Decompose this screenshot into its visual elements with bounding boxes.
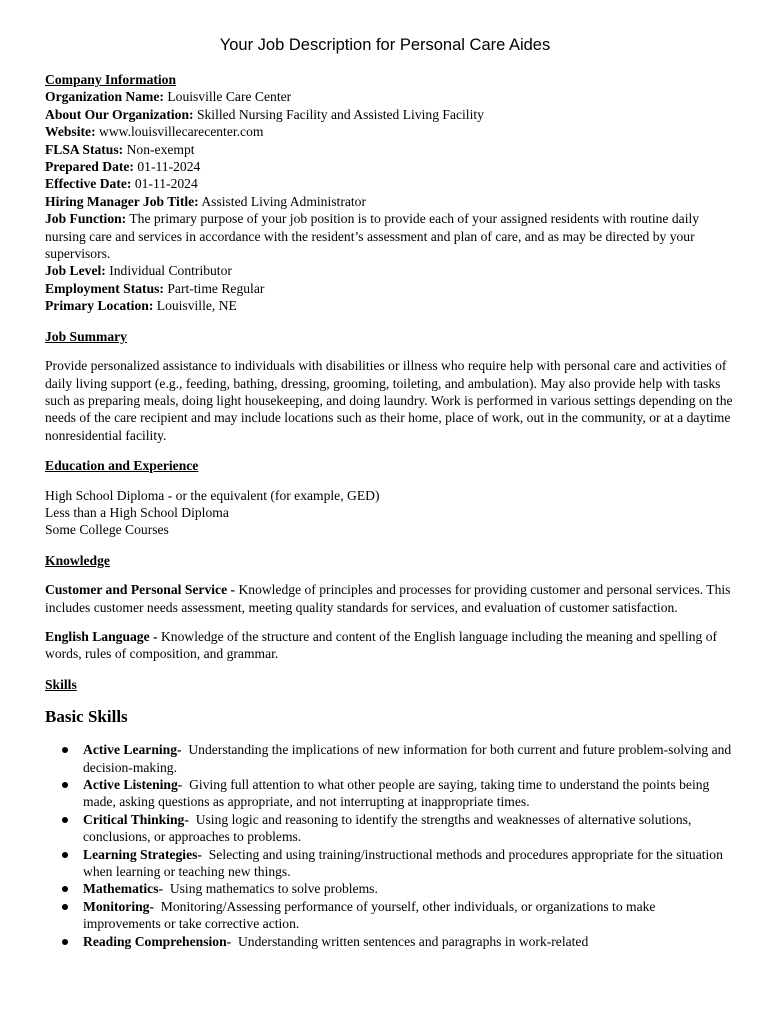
document-body — [45, 71, 735, 950]
field-website — [45, 123, 735, 140]
skill-text: Understanding the implications of new information for both current and future problem-solving and decision-making. — [83, 742, 732, 775]
field-label: Effective Date: — [45, 176, 132, 192]
education-item: High School Diploma - or the equivalent (for example, GED) — [45, 487, 380, 503]
field-about-organization — [45, 106, 735, 123]
field-label: Hiring Manager Job Title: — [45, 193, 199, 209]
skills-heading: Skills — [45, 676, 77, 692]
education-item: Less than a High School Diploma — [45, 504, 229, 520]
field-value: The primary purpose of your job position is to provide each of your assigned residents with routine daily nursing care and services in accordance with the resident’s assessment and plan of care, and as may be directed by your supervisors. — [45, 211, 700, 262]
company-info-fields — [45, 88, 735, 314]
field-job-level — [45, 262, 735, 279]
field-organization-name — [45, 88, 735, 105]
list-item — [83, 741, 735, 776]
field-label: Prepared Date: — [45, 159, 134, 175]
field-value: Individual Contributor — [109, 263, 232, 279]
skill-label: Mathematics- — [83, 881, 164, 897]
field-effective-date — [45, 175, 735, 192]
field-label: Employment Status: — [45, 280, 164, 296]
field-label: Job Function: — [45, 211, 127, 227]
skill-label: Active Learning- — [83, 742, 182, 758]
skill-label: Reading Comprehension- — [83, 933, 232, 949]
field-value: Non-exempt — [126, 141, 195, 157]
list-item — [83, 846, 735, 881]
field-prepared-date — [45, 158, 735, 175]
skill-text: Giving full attention to what other people are saying, taking time to understand the points being made, asking questions as appropriate, and not interrupting at inappropriate times. — [83, 777, 710, 810]
field-label: About Our Organization: — [45, 106, 194, 122]
field-value: Louisville Care Center — [167, 89, 292, 105]
knowledge-text: Knowledge of principles and processes for providing customer and personal services. This includes customer needs assessment, meeting quality standards for services, and evaluation of customer satisfaction. — [45, 582, 731, 615]
field-job-function — [45, 210, 735, 262]
field-label: Website: — [45, 124, 96, 140]
list-item — [83, 880, 735, 897]
field-value: Assisted Living Administrator — [201, 193, 366, 209]
field-label: Job Level: — [45, 263, 106, 279]
skill-text: Selecting and using training/instructional methods and procedures appropriate for the situation when learning or teaching new things. — [83, 846, 723, 880]
basic-skills-list — [45, 741, 735, 950]
knowledge-text: Knowledge of the structure and content of the English language including the meaning and spelling of words, rules of composition, and grammar. — [45, 628, 718, 662]
job-summary-heading: Job Summary — [45, 328, 127, 344]
field-value: 01-11-2024 — [134, 176, 198, 192]
field-value: Part-time Regular — [167, 280, 265, 296]
skill-text: Understanding written sentences and paragraphs in work-related — [237, 933, 589, 949]
field-hiring-manager-title — [45, 193, 735, 210]
field-flsa-status — [45, 141, 735, 158]
field-label: FLSA Status: — [45, 141, 124, 157]
field-value: 01-11-2024 — [137, 159, 201, 175]
knowledge-item — [45, 581, 735, 616]
education-heading: Education and Experience — [45, 458, 199, 474]
basic-skills-heading: Basic Skills — [45, 707, 128, 727]
skill-text: Monitoring/Assessing performance of yourself, other individuals, or organizations to make improvements or take corrective action. — [83, 898, 656, 932]
page-title: Your Job Description for Personal Care Aides — [219, 36, 551, 54]
knowledge-item — [45, 628, 735, 663]
skill-label: Active Listening- — [83, 777, 183, 792]
field-employment-status — [45, 280, 735, 297]
job-summary-text: Provide personalized assistance to individuals with disabilities or illness who require help with personal care and activities of daily living support (e.g., feeding, bathing, dressing, grooming, toileting, and ambulation). May also provide help with tasks such as preparing meals, doing light housekeeping, and doing laundry. Work is performed in various settings depending on the needs of the care recipient and may include locations such as their home, place of work, out in the community, or at a daytime nonresidential facility. — [45, 358, 733, 443]
field-value: www.louisvillecarecenter.com — [99, 124, 264, 140]
field-value: Louisville, NE — [156, 298, 237, 314]
list-item — [83, 776, 735, 811]
knowledge-label: English Language - — [45, 628, 158, 644]
list-item — [83, 933, 735, 950]
list-item — [83, 898, 735, 933]
education-item: Some College Courses — [45, 522, 169, 538]
field-label: Primary Location: — [45, 298, 154, 314]
skill-label: Monitoring- — [83, 898, 154, 914]
skill-text: Using logic and reasoning to identify the strengths and weaknesses of alternative solutions, conclusions, or approaches to problems. — [83, 811, 692, 845]
field-label: Organization Name: — [45, 89, 164, 105]
knowledge-label: Customer and Personal Service - — [45, 582, 236, 598]
list-item — [83, 811, 735, 846]
field-value: Skilled Nursing Facility and Assisted Living Facility — [196, 106, 484, 122]
field-primary-location — [45, 297, 735, 314]
company-info-heading: Company Information — [45, 72, 177, 87]
skill-label: Critical Thinking- — [83, 811, 189, 827]
skill-label: Learning Strategies- — [83, 846, 202, 862]
skill-text: Using mathematics to solve problems. — [169, 881, 378, 897]
knowledge-heading: Knowledge — [45, 552, 110, 568]
